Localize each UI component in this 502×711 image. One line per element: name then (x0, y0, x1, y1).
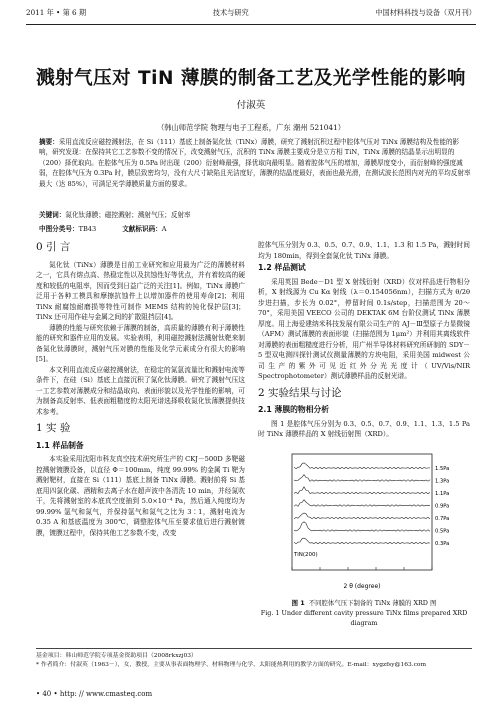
curve-label-0.9Pa: 0.9Pa (435, 503, 450, 509)
footnote-fund: 基金项目：韩山师范学院专项基金资助项目（2008rkxzj03） (36, 653, 197, 659)
header-journal: 中国材料科技与设备（双月刊） (375, 8, 476, 17)
author-name: 付淑英 (236, 100, 266, 111)
xrd-plot (258, 450, 470, 598)
running-header (26, 8, 476, 25)
x-ticks (292, 567, 432, 570)
characterization-paragraph: 采用英国 Bede－D1 型 X 射线衍射（XRD）仪对样品进行物相分析，X 射线源为 Cu Kα 射线（λ＝0.154056nm），扫描方式为 θ/2θ 步进扫描，步长为 0.02°，停留时间 0.1s/step，扫描范围为 20～70°，采用美国 VEECO 公司的 DEKTAK 6M 台阶仪测试 TiNx 薄膜厚度。用上海爱建纳米科技发展有限公司生产的 AJ－Ⅲ型原子力显微镜（AFM）测试薄膜的表面形貌（扫描范围为 1μm²）并利用其离线软件对薄膜的表面粗糙度进行分析，用广州半导体材料研究所研制的 SDY－5 型双电测四探针测试仪测量薄膜的方块电阻，采用美国 midwest 公司生产的紫外可见近红外分光光度计（UV/Vis/NIR Spectrophotometer）测试薄膜样品的反射光谱。 (258, 277, 470, 380)
intro-paragraph-1: 氮化钛（TiNx）薄膜是目前工业研究和应用最为广泛的薄膜材料之一，它具有熔点高、热稳定性以及抗蚀性好等优点，并有着较高的硬度和较低的电阻率，因而受到日益广泛的关注[1]。例如，TiNx 薄膜广泛用于各种工模具和摩擦抗蚀件上以增加器件的使用寿命[2]；利用 TiNx 耐腐蚀耐磨损等特性可制作 MEMS 结构的钝化保护层[3]；TiNx 还可用作硅与金属之间的扩散阻挡层[4]。 (36, 260, 245, 321)
x-axis-label: 2 θ (degree) (343, 582, 381, 590)
affiliation: （韩山师范学院 物理与电子工程系，广东 潮州 521041） (156, 123, 346, 132)
xrd-curve-1.5Pa (294, 462, 430, 468)
characterization-heading: 1.2 样品测试 (258, 263, 306, 272)
keywords (39, 209, 472, 219)
xrd-curves (294, 462, 430, 543)
keywords-text: 氮化钛薄膜；磁控溅射；溅射气压；反射率 (65, 211, 191, 219)
intro-paragraph-3: 本文利用直流反应磁控溅射法，在稳定的氮氩流量比和溅射电流等条件下，在硅（Si）基底上直接沉积了氮化钛薄膜。研究了溅射气压这一工艺参数对薄膜成分和结晶取向、表面形貌以及光学性能的影响，可为制备高反射率、低表面粗糙度的太阳光谱选择吸收氮化钛薄膜提供技术参考。 (36, 365, 245, 416)
xrd-figure (258, 450, 470, 598)
xrd-curve-labels (435, 466, 449, 547)
sample-prep-heading: 1.1 样品制备 (36, 440, 84, 450)
curve-label-0.5Pa: 0.5Pa (435, 528, 450, 534)
doc-code-label: 文献标识码： (122, 225, 162, 233)
page-footer: • 40 • http: // www.cmasteq.com (36, 690, 153, 698)
phase-analysis-paragraph: 图 1 是腔体气压分别为 0.3、0.5、0.7、0.9、1.1、1.3、1.5 Pa 时 TiNx 薄膜样品的 X 射线衍射图（XRD）。 (258, 419, 470, 438)
footnote (36, 648, 472, 670)
caption-label: 图 1 (291, 598, 305, 607)
xrd-curve-0.7Pa (294, 513, 430, 519)
xrd-curve-0.5Pa (294, 521, 430, 531)
phase-analysis-heading: 2.1 薄膜的物相分析 (258, 405, 330, 414)
clc-label: 中图分类号： (39, 225, 79, 233)
peak-label: TiN(200) (294, 551, 318, 558)
curve-label-1.1Pa: 1.1Pa (435, 490, 450, 497)
xrd-curve-0.3Pa (294, 538, 430, 544)
paper-title: 溅射气压对 TiN 薄膜的制备工艺及光学性能的影响 (36, 68, 466, 89)
clc-value: TB43 (78, 225, 97, 233)
abstract-text: 采用直流反应磁控溅射法，在 Si（111）基底上制备氮化钛（TiNx）薄膜，研究了溅射沉积过程中腔体气压对 TiNx 薄膜结构及性能的影响，研究发现：在保持其它工艺参数不变的情况下，改变溅射气压，沉积的 TiNx 薄膜主要成分是立方相 TiN，TiNx 薄膜的结晶显示出明显的（200）择优取向。在腔体气压为 0.5Pa 时出现（200）衍射峰最强，择优取向最明显。随着腔体气压的增加，薄膜厚度变小，而衍射峰的强度减弱，在腔体气压为 0.3Pa 时，膜层致密均匀，没有大尺寸缺陷且光洁度好，薄膜的结晶度最好，表面也最光滑，在测试波长范围内对光的平均反射率最大（达 85%），可满足光学薄膜质量方面的要求。 (39, 138, 471, 188)
keywords-label: 关键词： (39, 211, 66, 219)
results-heading: 2 实验结果与讨论 (258, 386, 342, 399)
doc-code-value: A (161, 225, 167, 233)
abstract-label: 摘要： (39, 138, 59, 146)
intro-paragraph-2: 薄膜的性能与研究依赖于薄膜的制备，高质量的薄膜有利于薄膜性能的研究和器件应用的发展。实验表明，利用磁控溅射法溅射钛靶来制备氮化钛薄膜时，溅射气压对膜的性能及化学元素成分有很大的影响[5]。 (36, 323, 245, 363)
left-column (36, 240, 245, 538)
caption-cn: 不同腔体气压下制备的 TiNx 薄膜的 XRD 图 (308, 598, 437, 607)
right-column (258, 240, 470, 628)
curve-label-0.7Pa: 0.7Pa (435, 515, 450, 522)
xrd-curve-0.9Pa (294, 499, 430, 506)
classification (39, 223, 167, 233)
intro-heading: 0 引 言 (36, 241, 71, 253)
xrd-curve-1.3Pa (294, 474, 430, 481)
experiment-heading: 1 实 验 (36, 422, 71, 434)
pressure-paragraph: 腔体气压分别为 0.3、0.5、0.7、0.9、1.1、1.3 和 1.5 Pa，溅射时间均为 180min，得到全套氮化钛 TiNx 薄膜。 (258, 241, 470, 260)
caption-en: Fig. 1 Under different cavity pressure TiNx films prepared XRD diagram (260, 608, 468, 627)
footnote-author: * 作者简介：付淑英（1963－），女，教授，主要从事表面物理学、材料物理与化学、太阳能热利用的教学方面的研究。E-mail：xygzfsy@163.com (36, 662, 427, 668)
sample-prep-paragraph: 本实验采用沈阳市科友真空技术研究所生产的 CKJ－500D 多靶磁控溅射镀膜设备，以直径 Φ＝100mm，纯度 99.99% 的金属 Ti 靶为溅射靶材，直接在 Si（111）基底上制备 TiNx 薄膜。溅射前将 Si 基底用四氯化碳、酒精和去离子水在超声波中各清洗 10 min，并经氮吹干，先将溅射室的本底真空度抽到 5.0×10⁻⁴ Pa，然后通入纯度均为 99.99% 氩气和氮气，并保持氩气和氮气之比为 3∶1，溅射电流为 0.35 A 和基底温度为 300℃，调整腔体气压至要求值后进行溅射镀膜，镀膜过程中，保持其他工艺参数不变，改变 (36, 455, 245, 537)
xrd-curve-1.1Pa (294, 486, 430, 493)
header-issue: 2011 年 • 第 6 期 (26, 8, 87, 17)
header-section: 技术与研究 (212, 8, 249, 17)
curve-label-1.3Pa: 1.3Pa (435, 478, 450, 484)
abstract (39, 137, 472, 189)
curve-label-0.3Pa: 0.3Pa (435, 540, 450, 547)
figure-caption (258, 598, 470, 628)
curve-label-1.5Pa: 1.5Pa (435, 465, 450, 472)
